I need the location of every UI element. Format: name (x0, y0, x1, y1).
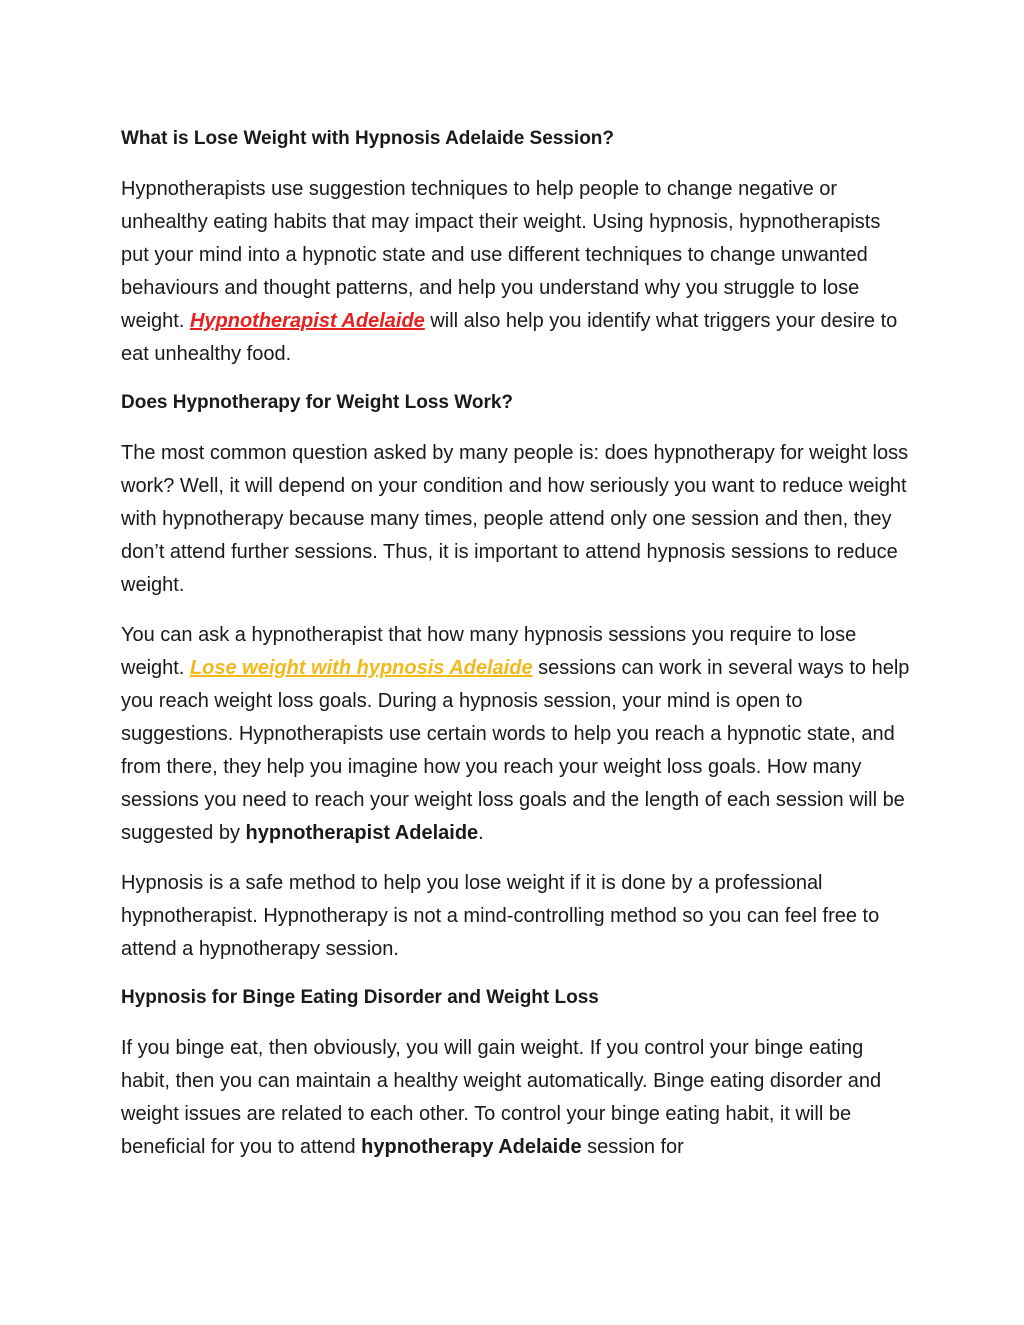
paragraph-safe-method: Hypnosis is a safe method to help you lose weight if it is done by a professional hypnotherapist. Hypnotherapy is not a mind-controlling method so you can feel free to attend a hypnotherapy session. (121, 872, 880, 960)
section-heading-does-it-work: Does Hypnotherapy for Weight Loss Work? (121, 392, 514, 413)
paragraph-text: Hypnotherapists use suggestion techniques to help people to change negative or unhealthy eating habits that may impact their weight. Using hypnosis, hypnotherapists put your mind into a hypnotic state and use different techniques to change unwanted behaviours and thought patterns, and help you understand why you struggle to lose weight. (121, 178, 881, 332)
paragraph-text: sessions can work in several ways to help you reach weight loss goals. During a hypnosis session, your mind is open to suggestions. Hypnotherapists use certain words to help you reach a hypnotic state, and from there, they help you imagine how you reach your weight loss goals. How many sessions you need to reach your weight loss goals and the length of each session will be suggested by (121, 657, 910, 844)
paragraph-sessions (121, 619, 911, 850)
lose-weight-hypnosis-link[interactable]: Lose weight with hypnosis Adelaide (189, 657, 533, 679)
section-heading-binge-eating: Hypnosis for Binge Eating Disorder and Weight Loss (121, 987, 599, 1008)
document-page (121, 124, 911, 1181)
paragraph-text: session for (581, 1136, 684, 1158)
paragraph-common-question: The most common question asked by many people is: does hypnotherapy for weight loss work? Well, it will depend on your condition and how seriously you want to reduce weight with hypnotherapy because many times, people attend only one session and then, they don’t attend further sessions. Thus, it is important to attend hypnosis sessions to reduce weight. (121, 442, 909, 596)
bold-keyword: hypnotherapy Adelaide (361, 1136, 582, 1158)
section-heading-what-is: What is Lose Weight with Hypnosis Adelaide Session? (121, 128, 615, 149)
paragraph-text: will also help you identify what triggers your desire to eat unhealthy food. (121, 310, 898, 365)
bold-keyword: hypnotherapist Adelaide (245, 822, 479, 844)
paragraph-intro (121, 173, 911, 371)
hypnotherapist-adelaide-link[interactable]: Hypnotherapist Adelaide (189, 310, 425, 332)
paragraph-text: If you binge eat, then obviously, you will gain weight. If you control your binge eating habit, then you can maintain a healthy weight automatically. Binge eating disorder and weight issues are related to each other. To control your binge eating habit, it will be beneficial for you to attend (121, 1037, 882, 1158)
paragraph-text: . (478, 822, 484, 844)
paragraph-binge-eating (121, 1032, 911, 1164)
paragraph-text: You can ask a hypnotherapist that how many hypnosis sessions you require to lose weight. (121, 624, 857, 679)
